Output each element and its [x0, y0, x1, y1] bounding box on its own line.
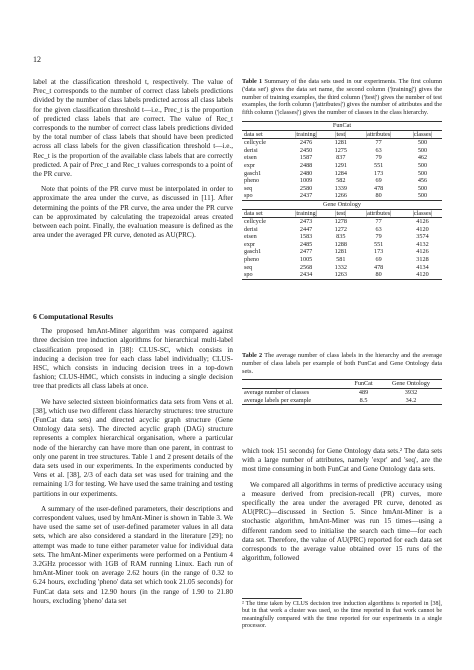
table1-cell: 69: [375, 256, 382, 264]
table1-cell: 80: [375, 192, 382, 200]
table1-cell: 2480: [299, 169, 313, 177]
table1-cell: 2568: [299, 263, 313, 271]
table1-cell: spo: [244, 271, 253, 279]
table1-cell: gasch1: [244, 248, 262, 256]
table1-cell: 1263: [334, 271, 347, 279]
table1-cell: 3574: [416, 233, 429, 241]
table1-cell: cellcycle: [244, 218, 266, 226]
table1-cell: 2476: [299, 139, 313, 147]
table1-cell: derisi: [244, 146, 258, 154]
table1-cell: 1291: [334, 161, 347, 169]
table1-group-name: FunCat: [332, 121, 352, 129]
table1-row: [242, 139, 442, 147]
table2-caption-label: Table 2: [242, 352, 263, 359]
table1-column-header: |training|: [295, 130, 317, 138]
table1-cell: 462: [417, 154, 428, 162]
table2-row: [242, 397, 442, 405]
table1-cell: 4120: [416, 225, 429, 233]
table1-column-header: |training|: [295, 209, 317, 217]
table1-row: [242, 271, 442, 279]
footnote: ² The time taken by CLUS decision tree induction algorithms is reported in [38], but in that work a cluster was used, so the time reported in that work cannot be meaningfully compared with the time reported for our experiments in a single processor.: [242, 601, 442, 630]
left-column: [33, 78, 233, 240]
table1-cell: 1583: [299, 233, 313, 241]
table2-cell: average labels per example: [244, 396, 312, 404]
table1-column-header: |classes|: [412, 209, 433, 217]
paragraph-data-sets: We have selected sixteen bioinformatics data sets from Vens et al. [38], which use two different class hierarchy structures: tree structure (FunCat data sets) and directed acyclic graph structure (Gene Ontology data sets). The directed acyclic graph (DAG) structure represents a complex hierarchical organisation, where a particular node of the hierarchy can have more than one parent, in contrast to only one parent in tree structures. Table 1 and 2 present details of the data sets used in our experiments. In the experiments conducted by Vens et al. [38], 2/3 of each data set was used for training and the remaining 1/3 for testing. We have used the same training and testing partitions in our experiments.: [33, 397, 233, 498]
table1-cell: gasch1: [244, 169, 262, 177]
table1-caption-label: Table 1: [242, 78, 263, 85]
section-computational-results: [33, 312, 233, 606]
table1-column-header: data set: [244, 130, 263, 138]
table1-cell: 4120: [416, 271, 429, 279]
table1-row: [242, 264, 442, 272]
table1-cell: 2485: [299, 240, 313, 248]
table2-column-header: [242, 380, 347, 389]
table2-header-row: [242, 380, 442, 389]
table1-cell: pheno: [244, 256, 260, 264]
paragraph-pr-definition: label at the classification threshold t, respectively. The value of Prec_t corresponds to the number of correct class labels predictions divided by the number of class labels predicted across all class labels for the given classification threshold t—i.e., Prec_t is the proportion of predicted class labels that are correct. The value of Rec_t corresponds to the number of correct class labels predictions divided by the total number of class labels that should have been predicted across all class labels for the given classification threshold t—i.e., Rec_t is the proportion of the available class labels that are correctly predicted. A pair of Prec_t and Rec_t values corresponds to a point of the PR curve.: [33, 78, 233, 179]
table1-cell: 1266: [334, 192, 347, 200]
table1-cell: 79: [375, 233, 382, 241]
table1-cell: 500: [417, 146, 428, 154]
section-heading: 6 Computational Results: [33, 312, 114, 321]
table2-column-header: Gene Ontology: [391, 380, 430, 388]
table1-cell: 456: [417, 177, 428, 185]
table1-cell: 1288: [334, 240, 347, 248]
table1-cell: 2434: [299, 271, 313, 279]
table1-cell: 2477: [299, 248, 313, 256]
table1-row: [242, 256, 442, 264]
table1-cell: 500: [417, 184, 428, 192]
table1-cell: 77: [375, 218, 382, 226]
table1-cell: cellcycle: [244, 139, 266, 147]
table1-cell: 2580: [299, 184, 313, 192]
table1-cell: 551: [373, 240, 384, 248]
table1-cell: 2488: [299, 161, 313, 169]
table2-cell: 489: [358, 388, 369, 396]
paragraph-pr-interpolation: Note that points of the PR curve must be interpolated in order to approximate the area under the curve, as discussed in [11]. After determining the points of the PR curve, the area under the PR curve can be approximated by calculating the trapezoidal areas created between each point. Finally, the evaluation measure is defined as the area under the averaged PR curve, denoted as AU(PRC).: [33, 185, 233, 240]
paragraph-parameters: A summary of the user-defined parameters, their descriptions and correspondent values, used by hmAnt-Miner is shown in Table 3. We have used the same set of user-defined parameter values in all data sets, which are also considered a standard in the literature [29]; no attempt was made to tune either parameter value for individual data sets. The hmAnt-Miner experiments were performed on a Pentium 4 3.2GHz processor with 1GB of RAM running Linux. Each run of hmAnt-Miner took on average 2.62 hours (in the range of 0.32 to 6.24 hours, excluding 'pheno' data set which took 21.05 seconds) for FunCat data sets and 12.90 hours (in the range of 1.90 to 21.80 hours, excluding 'pheno' data set: [33, 504, 233, 605]
table1-cell: 2437: [299, 192, 313, 200]
table1-row: [242, 226, 442, 234]
footnote-rule: [242, 598, 302, 599]
table2-caption: [242, 352, 442, 375]
table1-cell: 1278: [334, 218, 347, 226]
table1-cell: 77: [375, 139, 382, 147]
table1-cell: 79: [375, 154, 382, 162]
right-column-text: [242, 447, 442, 563]
table1-header-row: [242, 130, 442, 139]
table1-cell: 478: [373, 263, 384, 271]
table1-group-row: [242, 200, 442, 209]
table1-cell: 173: [373, 248, 384, 256]
table1-cell: 1281: [334, 248, 347, 256]
table1-row: [242, 233, 442, 241]
table2-caption-text: The average number of class labels in the hierarchy and the average number of class labels per example of both FunCat and Gene Ontology data sets.: [242, 352, 442, 375]
table1-row: [242, 241, 442, 249]
table1-column-header: |test|: [335, 130, 347, 138]
table1-cell: 2450: [299, 146, 313, 154]
table1-cell: pheno: [244, 177, 260, 185]
table1-cell: 1281: [334, 139, 347, 147]
paragraph-comparison: We compared all algorithms in terms of predictive accuracy using a measure derived from precision-recall (PR) curves, more specifically the area under the averaged PR curve, denoted as AU(PRC)—discussed in Section 5. Since hmAnt-Miner is a stochastic algorithm, hmAnt-Miner was run 15 times—using a different random seed to initialise the search each time—for each data set. Therefore, the value of AU(PRC) reported for each data set corresponds to the average value obtained over 15 runs of the algorithm, followed: [242, 480, 442, 563]
table1-cell: 4126: [416, 248, 429, 256]
paragraph-runtime: which took 151 seconds) for Gene Ontology data sets.² The data sets with a large number of attributes, namely 'expr' and 'seq', are the most time consuming in both FunCat and Gene Ontology data sets.: [242, 447, 442, 474]
table2: [242, 379, 442, 405]
table1-row: [242, 177, 442, 185]
table2-cell: average number of classes: [244, 388, 310, 396]
table1-row: [242, 162, 442, 170]
paragraph-algorithms: The proposed hmAnt-Miner algorithm was compared against three decision tree induction algorithms for hierarchical multi-label classification proposed in [38]: CLUS-SC, which consists in inducing a decision tree for each class label individually; CLUS-HSC, which consists in inducing decision trees in a top-down fashion; CLUS-HMC, which consists in inducing a single decision tree that predicts all class labels at once.: [33, 327, 233, 391]
table2-column-header: FunCat: [354, 380, 373, 388]
table1-cell: 500: [417, 169, 428, 177]
table1-cell: 1272: [334, 225, 347, 233]
table1-cell: 837: [336, 154, 346, 162]
table1-row: [242, 192, 442, 200]
table1-group-row: [242, 121, 442, 130]
table1-cell: 1332: [334, 263, 347, 271]
table1-column-header: |classes|: [412, 130, 433, 138]
table1-cell: expr: [244, 240, 255, 248]
table1-cell: 80: [375, 271, 382, 279]
table2-block: [242, 352, 442, 405]
table1-cell: 500: [417, 161, 428, 169]
table1-cell: 551: [373, 161, 384, 169]
table1-cell: 4134: [416, 263, 429, 271]
table1: [242, 121, 442, 280]
table1-row: [242, 170, 442, 178]
table1-cell: 1275: [334, 146, 347, 154]
table2-cell: 3932: [404, 388, 418, 396]
table1-cell: 1009: [299, 177, 313, 185]
table1-cell: derisi: [244, 225, 258, 233]
table1-cell: seq: [244, 263, 253, 271]
table1-cell: 1587: [299, 154, 313, 162]
table1-cell: spo: [244, 192, 253, 200]
table1-block: [242, 78, 442, 280]
table1-cell: 582: [336, 177, 346, 185]
table1-caption: [242, 78, 442, 117]
table1-cell: 500: [417, 139, 428, 147]
table1-cell: 835: [336, 233, 346, 241]
table1-cell: 1284: [334, 169, 347, 177]
table1-row: [242, 248, 442, 256]
table1-cell: 581: [336, 256, 346, 264]
table1-row: [242, 154, 442, 162]
table1-cell: 500: [417, 192, 428, 200]
table1-cell: 4126: [416, 218, 429, 226]
table1-cell: 2473: [299, 218, 313, 226]
table1-column-header: data set: [244, 209, 263, 217]
table1-cell: expr: [244, 161, 255, 169]
table1-cell: 63: [375, 146, 382, 154]
table1-row: [242, 147, 442, 155]
page-number: 12: [33, 55, 41, 64]
table1-cell: 1339: [334, 184, 347, 192]
table1-cell: 3128: [416, 256, 429, 264]
table2-row: [242, 388, 442, 396]
table1-cell: 4132: [416, 240, 429, 248]
table1-cell: 478: [373, 184, 384, 192]
table1-cell: eisen: [244, 154, 257, 162]
table1-header-row: [242, 209, 442, 218]
table2-cell: 8.5: [359, 396, 368, 404]
table1-column-header: |attributes|: [365, 130, 392, 138]
table1-cell: 69: [375, 177, 382, 185]
table1-cell: 2447: [299, 225, 313, 233]
table2-cell: 34.2: [405, 396, 417, 404]
table1-cell: 173: [373, 169, 384, 177]
table1-cell: seq: [244, 184, 253, 192]
table1-cell: 63: [375, 225, 382, 233]
table1-group-name: Gene Ontology: [323, 200, 361, 208]
table1-cell: 1005: [299, 256, 313, 264]
table1-column-header: |test|: [335, 209, 347, 217]
table1-row: [242, 218, 442, 226]
table1-cell: eisen: [244, 233, 257, 241]
table1-column-header: |attributes|: [365, 209, 392, 217]
table1-caption-text: Summary of the data sets used in our experiments. The first column ('data set') gives the data set name, the second column ('|training|') gives the number of training examples, the third column ('|test|') gives the number of test examples, the forth column ('|attributes|') gives the number of attributes and the fifth column ('|classes|') gives the number of classes in the class hierarchy.: [242, 78, 442, 117]
table1-row: [242, 185, 442, 193]
